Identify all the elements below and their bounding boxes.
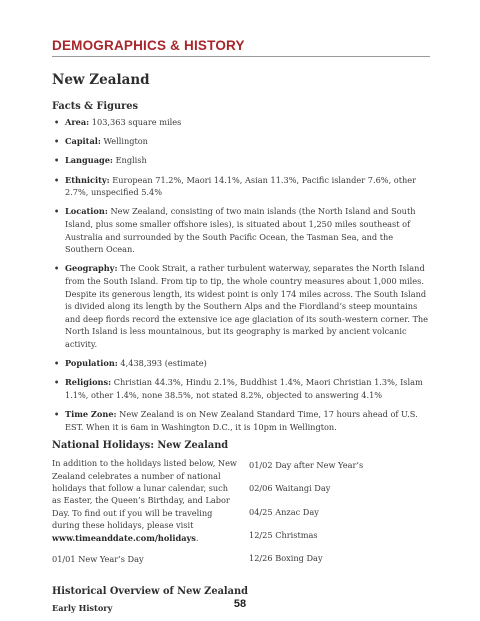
fact-label: Location:: [65, 206, 108, 217]
country-title: New Zealand: [52, 72, 150, 88]
holidays-intro-end: .: [195, 532, 199, 543]
fact-text: English: [112, 155, 147, 166]
fact-item-location: • Location: New Zealand, consisting of two main islands (the North Island and South Island, plus some smaller offshore isles), is situated about 1,250 miles southeast of Australia and surrounded by the South Pacific Ocean, the Tasman Sea, and the Southern Ocean.: [54, 206, 416, 255]
fact-item-language: • Language: English: [54, 155, 147, 166]
holidays-heading: National Holidays: New Zealand: [52, 440, 229, 452]
fact-label: Ethnicity:: [65, 174, 110, 185]
holidays-intro: [52, 457, 239, 544]
holidays-link[interactable]: www.timeanddate.com/holidays: [52, 532, 196, 543]
fact-label: Geography:: [65, 263, 118, 274]
page-content: [52, 38, 430, 613]
holiday-item: 01/02 Day after New Year’s: [249, 460, 364, 471]
holiday-item: 04/25 Anzac Day: [249, 506, 319, 517]
holidays-section: [52, 457, 430, 575]
holiday-item: 12/26 Boxing Day: [249, 552, 323, 563]
history-heading: Historical Overview of New Zealand: [52, 586, 248, 598]
fact-text: 103,363 square miles: [89, 117, 182, 127]
fact-item-capital: • Capital: Wellington: [54, 136, 148, 147]
holidays-intro-text: In addition to the holidays listed below, New Zealand celebrates a number of national holidays that follow a lunar calendar, such as Easter, the Queen’s Birthday, and Labor Day. To find out if you will be traveling during these holidays, please visit: [52, 458, 237, 531]
holiday-item: 12/25 Christmas: [249, 529, 318, 540]
fact-text: 4,438,393 (estimate): [117, 358, 207, 369]
fact-label: Capital:: [65, 136, 101, 147]
section-title: DEMOGRAPHICS & HISTORY: [52, 38, 430, 57]
fact-label: Language:: [65, 155, 113, 166]
facts-heading: Facts & Figures: [52, 101, 139, 112]
fact-item-religions: • Religions: Christian 44.3%, Hindu 2.1%, Buddhist 1.4%, Maori Christian 1.3%, Islam 1.1%, other 1.4%, none 38.5%, not stated 8.2%, objected to answering 4.1%: [54, 377, 423, 400]
fact-item-population: • Population: 4,438,393 (estimate): [54, 358, 207, 369]
holiday-item: 02/06 Waitangi Day: [249, 483, 331, 494]
facts-list: [52, 116, 430, 433]
fact-text: European 71.2%, Maori 14.1%, Asian 11.3%, Pacific islander 7.6%, other 2.7%, unspecified 5.4%: [65, 174, 417, 198]
fact-text: The Cook Strait, a rather turbulent waterway, separates the North Island from the South Island. From tip to tip, the whole country measures about 1,000 miles. Despite its generous length, its widest point is only 174 miles across. The South Island is divided along its length by the Southern Alps and the Fiordland’s steep mountains and deep fiords record the extensive ice age glaciation of its south-western corner. The North Island is less mountainous, but its geography is marked by ancient volcanic activity.: [65, 263, 429, 349]
holiday-item: 01/01 New Year’s Day: [52, 554, 144, 565]
early-history-heading: Early History: [52, 603, 113, 614]
fact-label: Time Zone:: [65, 409, 117, 420]
holidays-intro-column: [52, 457, 239, 575]
fact-item-geography: • Geography: The Cook Strait, a rather turbulent waterway, separates the North Island from the South Island. From tip to tip, the whole country measures about 1,000 miles. Despite its generous length, its widest point is only 174 miles across. The South Island is divided along its length by the Southern Alps and the Fiordland’s steep mountains and deep fiords record the extensive ice age glaciation of its south-western corner. The North Island is less mountainous, but its geography is marked by ancient volcanic activity.: [54, 263, 429, 349]
fact-label: Population:: [65, 358, 118, 369]
page-number: 58: [233, 598, 247, 610]
fact-item-ethnicity: • Ethnicity: European 71.2%, Maori 14.1%, Asian 11.3%, Pacific islander 7.6%, other 2.7%, unspecified 5.4%: [54, 174, 417, 198]
fact-item-time-zone: • Time Zone: New Zealand is on New Zealand Standard Time, 17 hours ahead of U.S. EST. When it is 6am in Washington D.C., it is 10pm in Wellington.: [54, 409, 418, 432]
fact-text: Wellington: [100, 136, 148, 147]
fact-text: Christian 44.3%, Hindu 2.1%, Buddhist 1.4%, Maori Christian 1.3%, Islam 1.1%, other 1.4%, none 38.5%, not stated 8.2%, objected to answering 4.1%: [65, 377, 423, 400]
fact-label: Area:: [65, 117, 90, 127]
holidays-list: [249, 457, 363, 575]
fact-text: New Zealand, consisting of two main islands (the North Island and South Island, plus some smaller offshore isles), is situated about 1,250 miles southeast of Australia and surrounded by the South Pacific Ocean, the Tasman Sea, and the Southern Ocean.: [65, 206, 416, 255]
fact-text: New Zealand is on New Zealand Standard Time, 17 hours ahead of U.S. EST. When it is 6am in Washington D.C., it is 10pm in Wellington.: [65, 409, 418, 432]
fact-item-area: • Area: 103,363 square miles: [54, 117, 182, 127]
fact-label: Religions:: [65, 377, 112, 388]
